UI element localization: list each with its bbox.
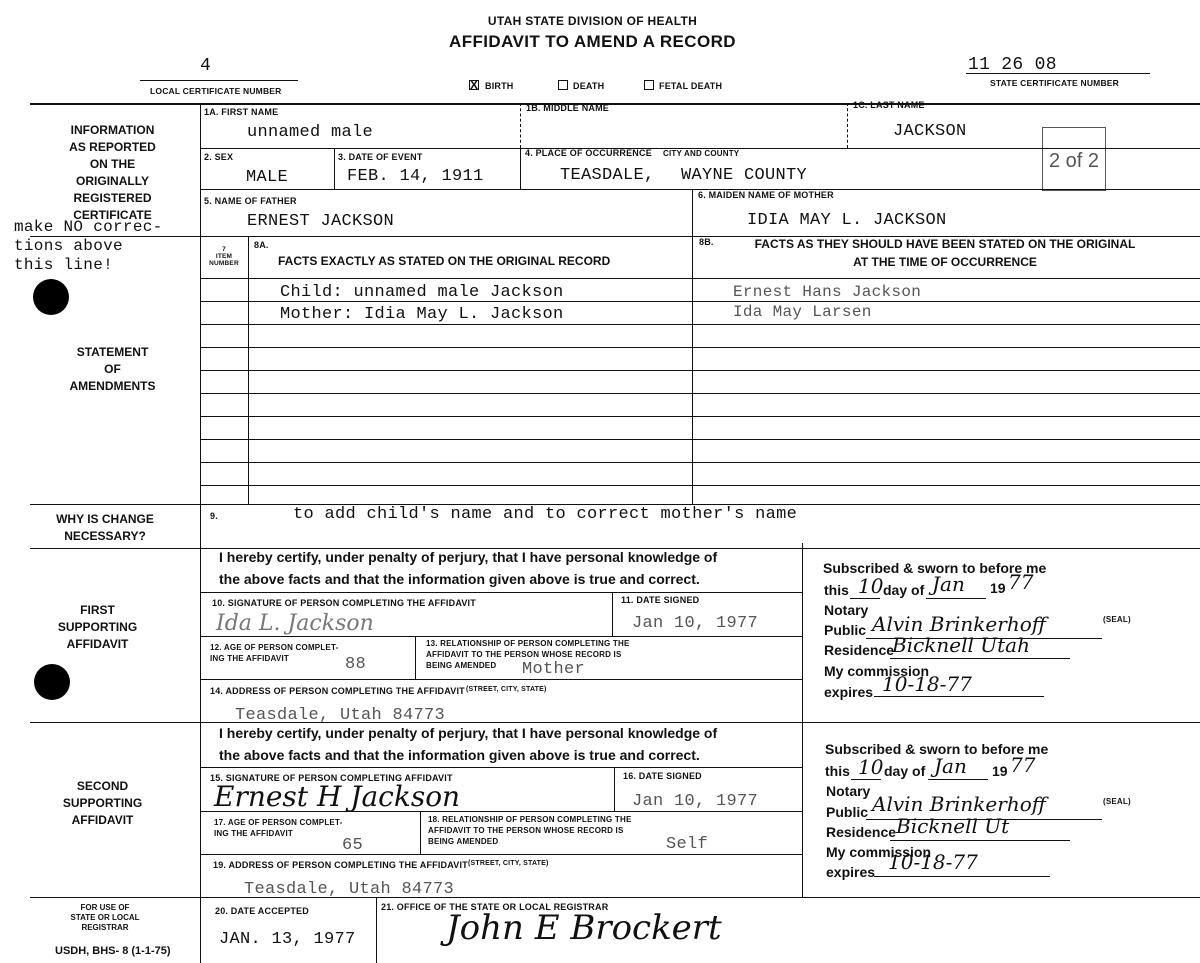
affidavit-2-address-sub-label: (STREET, CITY, STATE) (468, 860, 549, 867)
notary-2-residence: Bicknell Ut (896, 814, 1010, 838)
place-county-value: WAYNE COUNTY (681, 166, 808, 185)
affidavit-2-signature: Ernest H Jackson (214, 780, 461, 813)
affidavit-1-address: Teasdale, Utah 84773 (235, 706, 446, 725)
notary-1-expires: 10-18-77 (882, 672, 972, 696)
first-name-label: 1A. FIRST NAME (204, 107, 279, 117)
notary-2-notary-label: Notary (826, 783, 871, 799)
item-number-label: 7 ITEM NUMBER (209, 246, 239, 267)
affidavit-1-date: Jan 10, 1977 (632, 614, 759, 633)
notary-1-expires-label: expires (824, 684, 874, 700)
affidavit-2-relationship: Self (666, 835, 709, 854)
section-first-affidavit: FIRST SUPPORTING AFFIDAVIT (57, 603, 138, 651)
form-id: USDH, BHS- 8 (1-1-75) (55, 945, 171, 957)
place-city-value: TEASDALE, (560, 166, 655, 185)
notary-1-sworn: Subscribed & sworn to before me (823, 560, 1047, 576)
notary-2-year-prefix: 19 (992, 763, 1008, 779)
notary-2-residence-label: Residence (826, 824, 897, 840)
notary-1-public-label: Public (824, 622, 867, 638)
form-title: AFFIDAVIT TO AMEND A RECORD (449, 32, 736, 51)
notary-1-year-prefix: 19 (990, 580, 1006, 596)
notary-1-residence-label: Residence (824, 642, 895, 658)
registrar-office-label: 21. OFFICE OF THE STATE OR LOCAL REGISTRAR (381, 902, 609, 912)
amendment-row-1-corrected: Ernest Hans Jackson (733, 283, 922, 301)
amendment-row-2-corrected: Ida May Larsen (733, 303, 872, 321)
date-accepted-value: JAN. 13, 1977 (219, 930, 356, 949)
reason-label: 9. (210, 511, 218, 521)
section-statement: STATEMENT OF AMENDMENTS (69, 345, 156, 393)
affidavit-2-age: 65 (342, 836, 364, 855)
father-label: 5. NAME OF FATHER (204, 196, 297, 206)
notary-1-signature: Alvin Brinkerhoff (872, 612, 1046, 636)
affidavit-1-date-label: 11. DATE SIGNED (621, 595, 700, 605)
notary-2-seal: (SEAL) (1103, 797, 1131, 806)
affidavit-2-date: Jan 10, 1977 (632, 792, 759, 811)
affidavit-1-relationship: Mother (522, 660, 586, 679)
affidavit-2-address-label: 19. ADDRESS OF PERSON COMPLETING THE AFFIDAVIT (213, 860, 468, 870)
state-certificate-label: STATE CERTIFICATE NUMBER (990, 78, 1119, 88)
punch-hole-lower (34, 664, 70, 700)
reason-text: to add child's name and to correct mother's name (293, 505, 798, 524)
affidavit-2-address: Teasdale, Utah 84773 (244, 880, 455, 899)
amendment-row-1-original: Child: unnamed male Jackson (280, 283, 564, 302)
local-certificate-number: 4 (200, 56, 212, 76)
notary-2-year: 77 (1010, 753, 1036, 777)
col-8b-number: 8B. (699, 237, 714, 247)
section-registrar-use: FOR USE OF STATE OR LOCAL REGISTRAR (70, 903, 140, 932)
mother-value: IDIA MAY L. JACKSON (747, 211, 947, 230)
notary-2-sworn: Subscribed & sworn to before me (825, 741, 1049, 757)
affidavit-2-certification: I hereby certify, under penalty of perjury, that I have personal knowledge of the above facts and that the information given above is true and correct. (219, 725, 718, 763)
sex-label: 2. SEX (204, 152, 234, 162)
registrar-signature: John E Brockert (446, 908, 722, 948)
affidavit-1-address-label: 14. ADDRESS OF PERSON COMPLETING THE AFFIDAVIT (210, 686, 465, 696)
amendment-row-2-original: Mother: Idia May L. Jackson (280, 305, 564, 324)
section-second-affidavit: SECOND SUPPORTING AFFIDAVIT (62, 779, 143, 827)
local-certificate-label: LOCAL CERTIFICATE NUMBER (150, 86, 282, 96)
affidavit-1-signature-label: 10. SIGNATURE OF PERSON COMPLETING THE AFFIDAVIT (212, 598, 476, 608)
birth-option-label: BIRTH (485, 81, 514, 91)
affidavit-2-signature-label: 15. SIGNATURE OF PERSON COMPLETING AFFIDAVIT (210, 773, 453, 783)
death-checkbox[interactable] (558, 80, 568, 90)
notary-1-notary-label: Notary (824, 602, 869, 618)
fetal-death-checkbox[interactable] (644, 80, 654, 90)
death-option-label: DEATH (573, 81, 605, 91)
notary-1-this: this (824, 582, 849, 598)
middle-name-label: 1B. MIDDLE NAME (526, 103, 610, 113)
affidavit-1-address-sub-label: (STREET, CITY, STATE) (466, 686, 547, 693)
agency-name: UTAH STATE DIVISION OF HEALTH (487, 14, 698, 28)
affidavit-1-certification: I hereby certify, under penalty of perjury, that I have personal knowledge of the above facts and that the information given above is true and correct. (219, 549, 718, 587)
notary-2-expires-label: expires (826, 864, 876, 880)
punch-hole-upper (33, 279, 69, 315)
notary-1-year: 77 (1008, 570, 1034, 594)
place-label: 4. PLACE OF OCCURRENCE (525, 148, 652, 158)
notary-2-month: Jan (934, 754, 967, 778)
date-of-event-label: 3. DATE OF EVENT (338, 152, 423, 162)
notary-1-residence: Bicknell Utah (892, 633, 1030, 657)
notary-1-day: 10 (858, 574, 884, 598)
col-8b-title: FACTS AS THEY SHOULD HAVE BEEN STATED ON THE ORIGINAL AT THE TIME OF OCCURRENCE (754, 237, 1136, 269)
notary-2-day: 10 (858, 755, 884, 779)
affidavit-1-age-label: 12. AGE OF PERSON COMPLET- ING THE AFFIDAVIT (210, 643, 339, 663)
last-name-value: JACKSON (893, 122, 967, 141)
col-8a-number: 8A. (254, 240, 269, 250)
affidavit-1-age: 88 (345, 655, 367, 674)
fetal-death-option-label: FETAL DEATH (659, 81, 723, 91)
section-why-change: WHY IS CHANGE NECESSARY? (56, 512, 154, 543)
place-sub-label: CITY AND COUNTY (663, 149, 740, 158)
affidavit-2-date-label: 16. DATE SIGNED (623, 771, 702, 781)
affidavit-2-relationship-label: 18. RELATIONSHIP OF PERSON COMPLETING THE AFFIDAVIT TO THE PERSON WHOSE RECORD IS BEING AMENDED (428, 815, 632, 846)
notary-2-day-of: day of (884, 763, 926, 779)
affidavit-1-signature: Ida L. Jackson (216, 611, 374, 636)
notary-2-commission-label: My commission (826, 844, 932, 860)
date-accepted-label: 20. DATE ACCEPTED (215, 906, 309, 916)
notary-1-month: Jan (932, 572, 965, 596)
affidavit-1-relationship-label: 13. RELATIONSHIP OF PERSON COMPLETING THE AFFIDAVIT TO THE PERSON WHOSE RECORD IS BEING AMENDED (426, 639, 630, 670)
first-name-value: unnamed male (247, 123, 374, 142)
sex-value: MALE (246, 168, 289, 187)
last-name-label: 1C. LAST NAME (853, 100, 925, 110)
notary-2-expires: 10-18-77 (888, 850, 978, 874)
father-value: ERNEST JACKSON (247, 212, 395, 231)
notary-1-day-of: day of (883, 582, 925, 598)
notary-1-commission-label: My commission (824, 663, 930, 679)
state-certificate-number: 11 26 08 (968, 55, 1057, 75)
date-of-event-value: FEB. 14, 1911 (347, 167, 484, 186)
birth-checkbox-mark: X (469, 78, 478, 92)
notary-2-public-label: Public (826, 804, 869, 820)
section-info-reported: INFORMATION AS REPORTED ON THE ORIGINALLY REGISTERED CERTIFICATE (69, 123, 156, 222)
notary-2-this: this (825, 763, 850, 779)
typed-warning-note: make NO correc- tions above this line! (14, 218, 163, 274)
mother-label: 6. MAIDEN NAME OF MOTHER (698, 190, 834, 200)
page-stamp: 2 of 2 (1048, 150, 1100, 172)
notary-1-seal: (SEAL) (1103, 615, 1131, 624)
affidavit-2-age-label: 17. AGE OF PERSON COMPLET- ING THE AFFIDAVIT (214, 818, 343, 838)
col-8a-title: FACTS EXACTLY AS STATED ON THE ORIGINAL RECORD (278, 254, 611, 268)
notary-2-signature: Alvin Brinkerhoff (872, 792, 1046, 816)
